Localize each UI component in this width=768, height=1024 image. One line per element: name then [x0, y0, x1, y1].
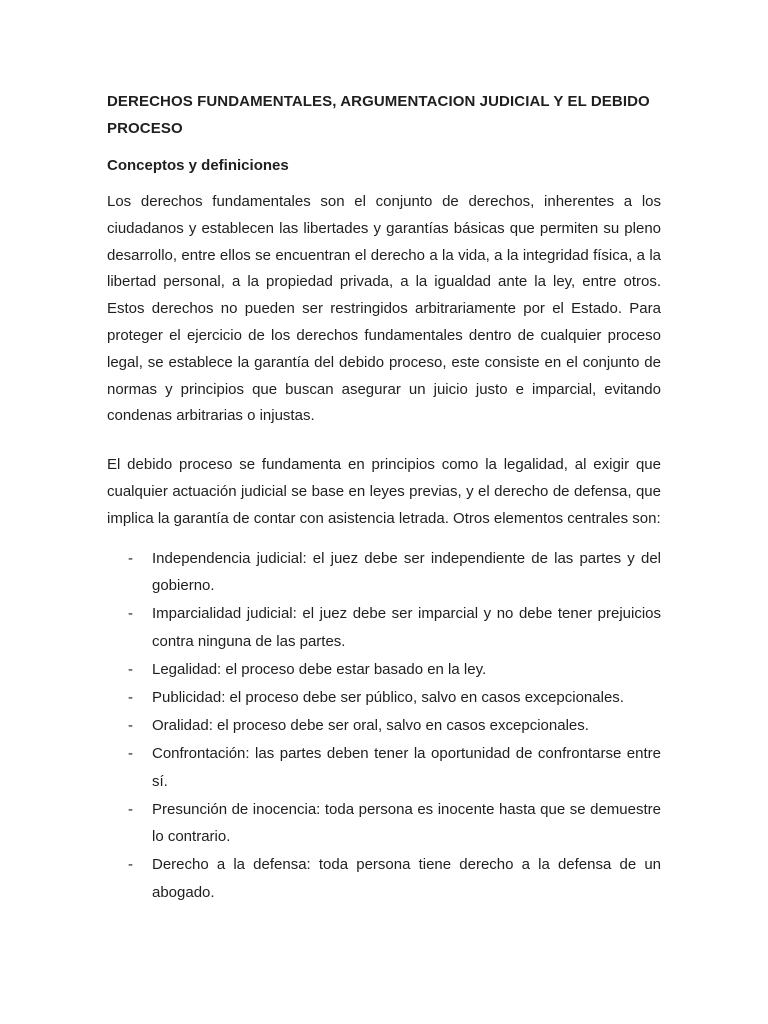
paragraph-2: El debido proceso se fundamenta en principios como la legalidad, al exigir que cualquier actuación judicial se base en leyes previas, y el derecho de defensa, que implica la garantía de contar con asistencia letrada. Otros elementos centrales son: [107, 456, 661, 527]
list-item-text: Publicidad: el proceso debe ser público, salvo en casos excepcionales. [152, 688, 624, 706]
list-item-text: Confrontación: las partes deben tener la oportunidad de confrontarse entre sí. [152, 745, 661, 790]
document-page [107, 88, 661, 907]
list-item-text: Legalidad: el proceso debe estar basado en la ley. [152, 660, 487, 678]
list-item-text: Independencia judicial: el juez debe ser independiente de las partes y del gobierno. [152, 549, 661, 595]
list-item-text: Presunción de inocencia: toda persona es inocente hasta que se demuestre lo contrario. [152, 800, 661, 846]
bullet-dash: - [128, 800, 133, 818]
bullet-dash: - [128, 716, 133, 734]
list-item [107, 712, 661, 740]
list-item-text: Imparcialidad judicial: el juez debe ser imparcial y no debe tener prejuicios contra ninguna de las partes. [152, 605, 661, 650]
bullet-dash: - [128, 549, 133, 567]
bullet-dash: - [128, 745, 133, 763]
section-title: Conceptos y definiciones [107, 157, 289, 174]
list-item [107, 600, 661, 655]
document-title: DERECHOS FUNDAMENTALES, ARGUMENTACION JUDICIAL Y EL DEBIDO PROCESO [107, 93, 650, 137]
list-item [107, 740, 661, 795]
bullet-dash: - [128, 856, 133, 874]
bullet-dash: - [128, 688, 133, 706]
bullet-dash: - [128, 605, 133, 623]
bullet-dash: - [128, 660, 133, 678]
list-item-text: Oralidad: el proceso debe ser oral, salvo en casos excepcionales. [152, 716, 589, 734]
list-item [107, 656, 661, 684]
list-item [107, 684, 661, 712]
list-item [107, 545, 661, 600]
principles-list [107, 545, 661, 907]
paragraph-1: Los derechos fundamentales son el conjunto de derechos, inherentes a los ciudadanos y establecen las libertades y garantías básicas que permiten su pleno desarrollo, entre ellos se encuentran el derecho a la vida, a la integridad física, a la libertad personal, a la propiedad privada, a la igualdad ante la ley, entre otros. Estos derechos no pueden ser restringidos arbitrariamente por el Estado. Para proteger el ejercicio de los derechos fundamentales dentro de cualquier proceso legal, se establece la garantía del debido proceso, este consiste en el conjunto de normas y principios que buscan asegurar un juicio justo e imparcial, evitando condenas arbitrarias o injustas. [107, 193, 661, 425]
list-item-text: Derecho a la defensa: toda persona tiene derecho a la defensa de un abogado. [152, 856, 661, 901]
list-item [107, 851, 661, 906]
list-item [107, 796, 661, 851]
